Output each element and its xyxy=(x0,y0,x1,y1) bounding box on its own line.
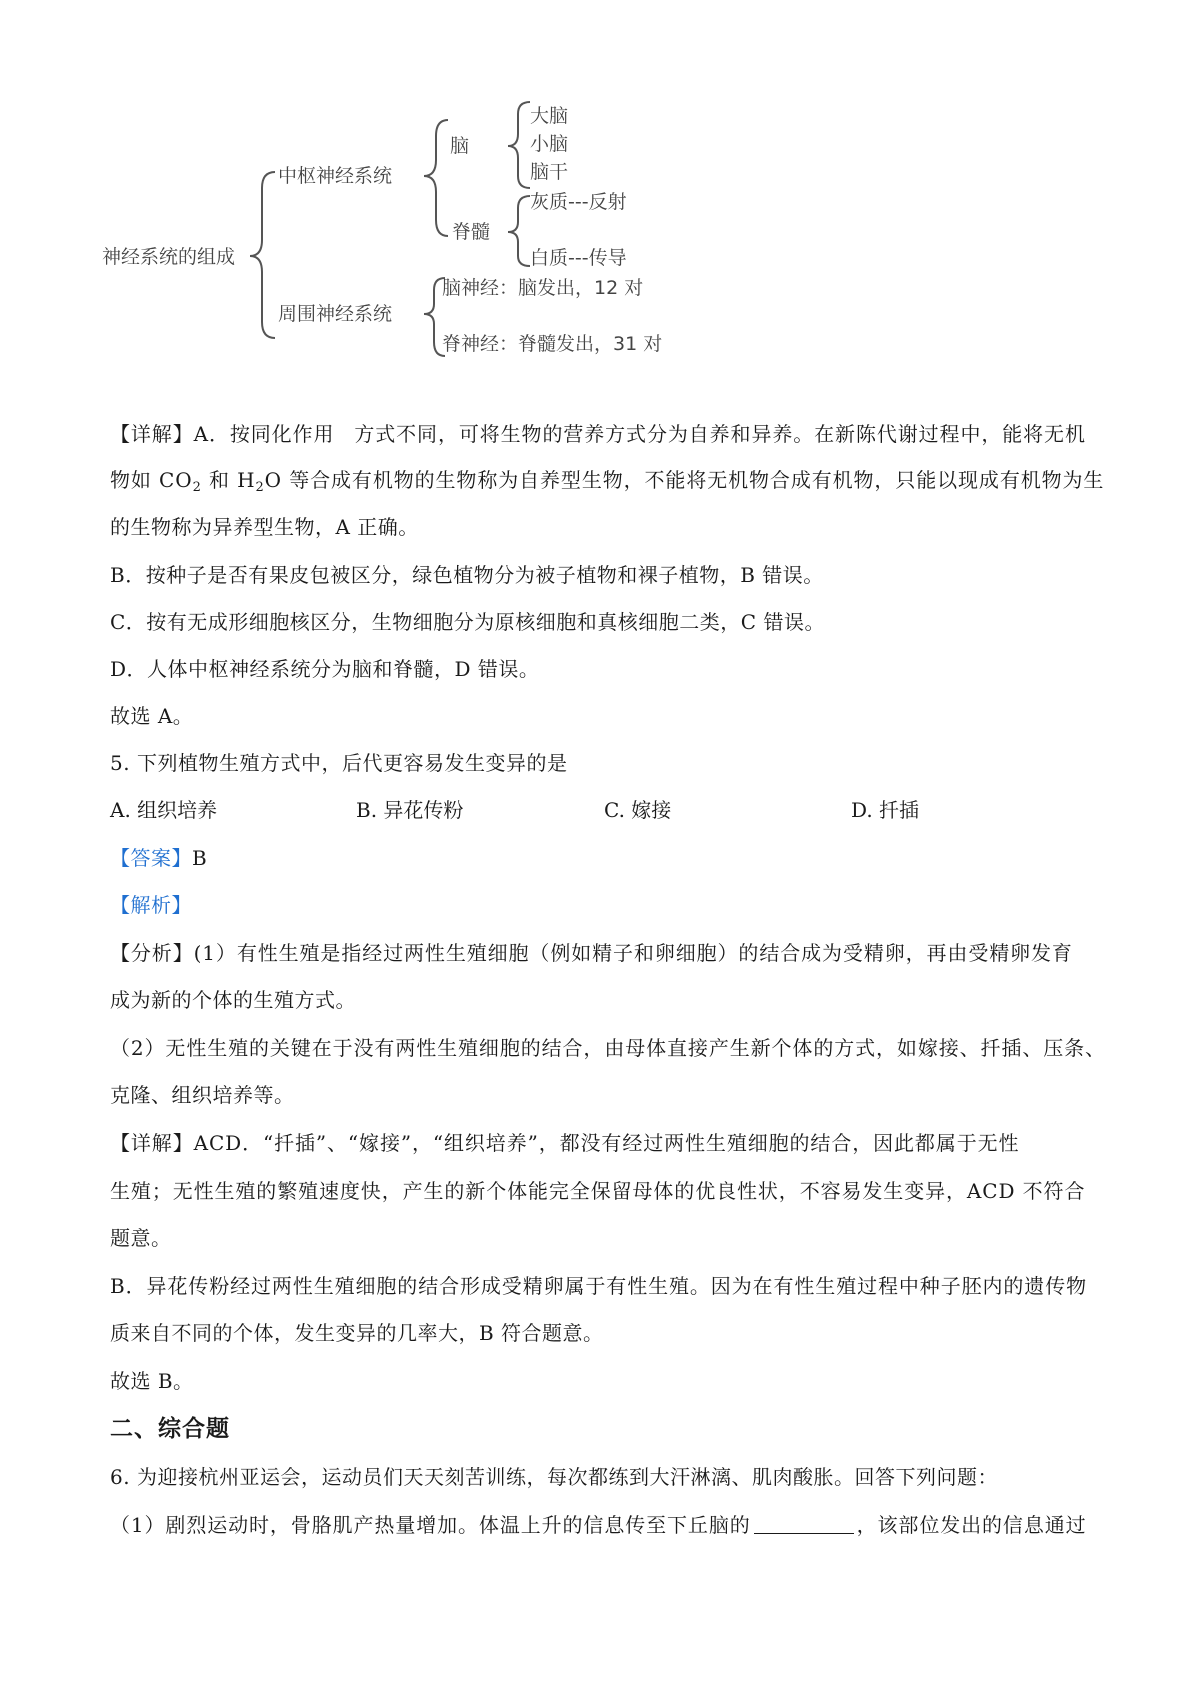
q5-detail-3: 题意。 xyxy=(110,1226,172,1250)
diagram-brain-part: 脑干 xyxy=(530,161,569,183)
q5-option-d: D. 扦插 xyxy=(851,798,920,822)
diagram-spinal-part: 白质---传导 xyxy=(530,247,627,269)
q5-analysis-1a: 【分析】(1）有性生殖是指经过两性生殖细胞（例如精子和卵细胞）的结合成为受精卵，再由受精卵发育 xyxy=(110,941,1073,965)
q5-option-a: A. 组织培养 xyxy=(110,798,218,822)
q5-option-c: C. 嫁接 xyxy=(604,798,672,822)
diagram-brain-label: 脑 xyxy=(450,135,470,157)
section-title: 二、综合题 xyxy=(110,1415,230,1442)
diagram-spinal-label: 脊髓 xyxy=(452,221,491,243)
detail-tag: 【详解】 xyxy=(110,422,194,446)
q4-detail-a-line3: 的生物称为异养型生物，A 正确。 xyxy=(110,515,419,539)
q5-analysis-2b: 克隆、组织培养等。 xyxy=(110,1083,295,1107)
diagram-root-label: 神经系统的组成 xyxy=(102,246,236,268)
q4-detail-a-line1: 【详解】A．按同化作用 方式不同，可将生物的营养方式分为自养和异养。在新陈代谢过程中，能将无机 xyxy=(110,422,1086,446)
diagram-spinal-part: 灰质---反射 xyxy=(530,191,627,213)
q5-detail-4: B．异花传粉经过两性生殖细胞的结合形成受精卵属于有性生殖。因为在有性生殖过程中种子胚内的遗传物 xyxy=(110,1274,1087,1298)
q4-detail-b: B．按种子是否有果皮包被区分，绿色植物分为被子植物和裸子植物，B 错误。 xyxy=(110,563,824,587)
q5-analysis-1b: 成为新的个体的生殖方式。 xyxy=(110,988,356,1012)
diagram-peripheral-part: 脑神经：脑发出，12 对 xyxy=(442,277,644,299)
diagram-brain-part: 小脑 xyxy=(530,133,569,155)
q4-detail-a-line2: 物如 $CO_2$ 和 $H_2O$ 等合成有机物的生物称为自养型生物，不能将无机物合成有机物，只能以现成有机物为生 xyxy=(110,468,1105,495)
answer-blank[interactable] xyxy=(754,1513,854,1534)
answer-value: B xyxy=(192,846,208,870)
q4-conclusion: 故选 A。 xyxy=(110,704,194,728)
nervous-system-diagram xyxy=(100,100,740,400)
q4-detail-c: C．按有无成形细胞核区分，生物细胞分为原核细胞和真核细胞二类，C 错误。 xyxy=(110,610,825,634)
q5-conclusion: 故选 B。 xyxy=(110,1369,194,1393)
q5-question: 5. 下列植物生殖方式中，后代更容易发生变异的是 xyxy=(110,751,568,775)
q5-detail-5: 质来自不同的个体，发生变异的几率大，B 符合题意。 xyxy=(110,1321,604,1345)
diagram-central-label: 中枢神经系统 xyxy=(278,165,393,187)
q5-analysis-tag: 【解析】 xyxy=(110,893,192,917)
q6-stem: 6. 为迎接杭州亚运会，运动员们天天刻苦训练，每次都练到大汗淋漓、肌肉酸胀。回答下列问题： xyxy=(110,1465,998,1489)
diagram-brain-part: 大脑 xyxy=(530,105,569,127)
q6-part1: （1）剧烈运动时，骨胳肌产热量增加。体温上升的信息传至下丘脑的 ，该部位发出的信息通过 xyxy=(110,1513,1087,1537)
diagram-peripheral-part: 脊神经：脊髓发出，31 对 xyxy=(442,333,663,355)
diagram-peripheral-label: 周围神经系统 xyxy=(278,303,393,325)
q4-detail-d: D．人体中枢神经系统分为脑和脊髓，D 错误。 xyxy=(110,657,540,681)
answer-tag: 【答案】 xyxy=(110,846,192,870)
q5-analysis-2a: （2）无性生殖的关键在于没有两性生殖细胞的结合，由母体直接产生新个体的方式，如嫁接、扦插、压条、 xyxy=(110,1036,1106,1060)
q5-option-b: B. 异花传粉 xyxy=(356,798,464,822)
q5-detail-2: 生殖；无性生殖的繁殖速度快，产生的新个体能完全保留母体的优良性状，不容易发生变异，ACD 不符合 xyxy=(110,1179,1086,1203)
q5-answer xyxy=(110,843,207,873)
q5-detail-1: 【详解】ACD．“扦插”、“嫁接”，“组织培养”，都没有经过两性生殖细胞的结合，因此都属于无性 xyxy=(110,1131,1020,1155)
